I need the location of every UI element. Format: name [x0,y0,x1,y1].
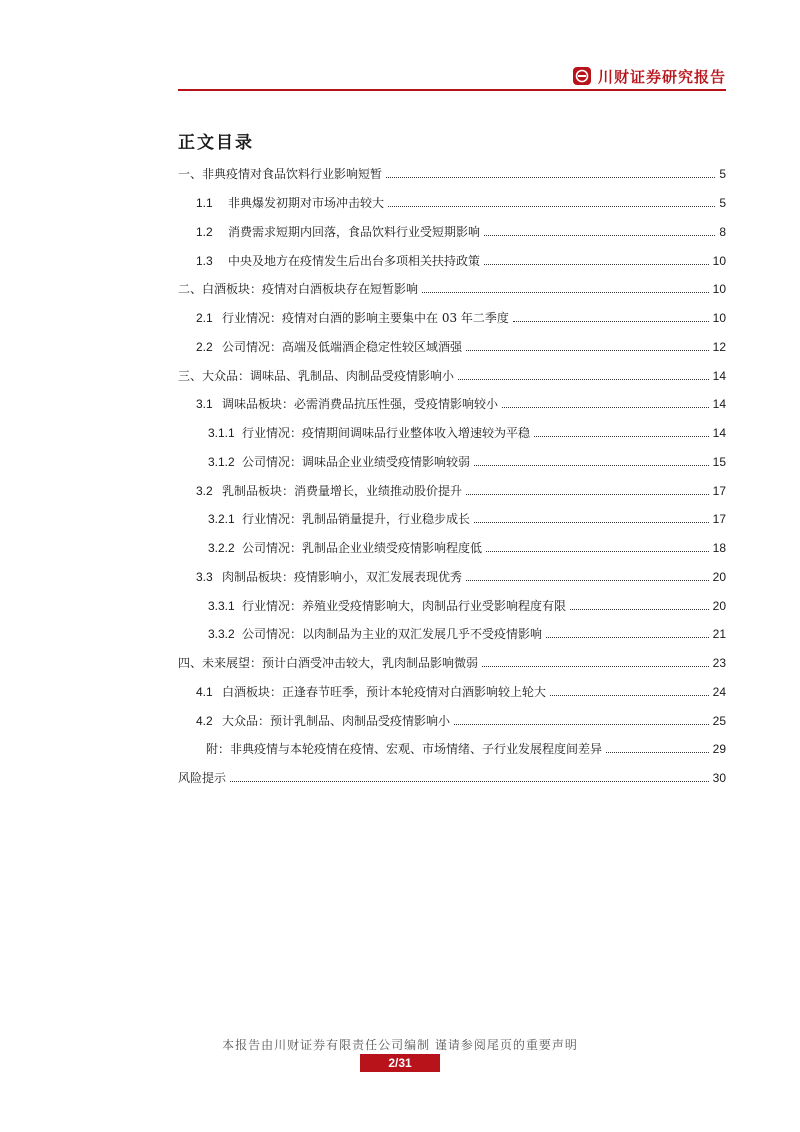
footer-disclaimer: 本报告由川财证券有限责任公司编制 谨请参阅尾页的重要声明 [222,1038,578,1052]
toc-entry-title: 消费需求短期内回落，食品饮料行业受短期影响 [228,225,481,239]
toc-entry-page: 20 [712,570,726,584]
toc-entry-number: 1.1 [196,196,213,210]
toc-entry[interactable] [196,678,726,700]
toc-entry-title: 乳制品板块：消费量增长，业绩推动股价提升 [222,484,463,498]
toc-entry-page: 14 [712,426,726,440]
toc-entry[interactable] [196,218,726,240]
toc-entry-title: 行业情况：疫情对白酒的影响主要集中在 03 年二季度 [222,311,509,325]
toc-entry-page: 30 [712,771,726,785]
toc-entry-page: 23 [712,656,726,670]
toc-entry-title: 公司情况：以肉制品为主业的双汇发展几乎不受疫情影响 [242,627,543,641]
brand-lockup [572,64,726,88]
toc-entry-page: 17 [712,512,726,526]
toc-entry[interactable] [208,592,726,614]
toc-leader-dots [484,264,709,265]
toc-leader-dots [546,637,709,638]
toc-entry[interactable] [196,189,726,211]
toc-leader-dots [484,235,715,236]
toc-entry[interactable] [208,534,726,556]
toc-entry-title: 公司情况：调味品企业业绩受疫情影响较弱 [242,455,471,469]
toc-entry[interactable] [196,477,726,499]
toc-entry-page: 20 [712,599,726,613]
toc-entry-title: 调味品板块：必需消费品抗压性强，受疫情影响较小 [222,397,499,411]
toc-leader-dots [474,465,709,466]
toc-entry-number: 1.2 [196,225,213,239]
toc-leader-dots [230,781,709,782]
toc-entry-page: 5 [719,167,726,181]
toc-entry-number: 3.3 [196,570,213,584]
toc-entry[interactable] [196,563,726,585]
page-header [178,64,726,88]
toc-leader-dots [386,177,715,178]
toc-entry[interactable] [178,764,726,786]
toc-entry-title: 一、非典疫情对食品饮料行业影响短暂 [178,167,383,181]
toc-entry-page: 12 [712,340,726,354]
toc-entry-number: 3.1.2 [208,455,235,469]
toc-entry-number: 2.2 [196,340,213,354]
toc-entry-title: 风险提示 [178,771,227,785]
toc-leader-dots [482,666,709,667]
header-divider [178,89,726,91]
toc-leader-dots [422,292,709,293]
toc-leader-dots [606,752,709,753]
toc-entry-title: 非典爆发初期对市场冲击较大 [228,196,385,210]
toc-entry-title: 肉制品板块：疫情影响小，双汇发展表现优秀 [222,570,463,584]
toc-title: 正文目录 [178,133,254,153]
toc-entry[interactable] [196,304,726,326]
toc-entry-number: 2.1 [196,311,213,325]
toc-entry-page: 21 [712,627,726,641]
toc-entry[interactable] [206,735,726,757]
toc-entry-number: 4.2 [196,714,213,728]
toc-leader-dots [466,494,709,495]
page-number-badge: 2/31 [360,1054,440,1072]
toc-entry-title: 公司情况：高端及低端酒企稳定性较区域酒强 [222,340,463,354]
toc-entry-page: 5 [719,196,726,210]
toc-entry-number: 3.3.1 [208,599,235,613]
toc-entry[interactable] [208,505,726,527]
toc-entry[interactable] [178,649,726,671]
toc-entry-title: 四、未来展望：预计白酒受冲击较大，乳肉制品影响微弱 [178,656,479,670]
toc-entry-title: 公司情况：乳制品企业业绩受疫情影响程度低 [242,541,483,555]
toc-entry-page: 25 [712,714,726,728]
toc-entry-number: 3.2.2 [208,541,235,555]
toc-leader-dots [570,609,709,610]
toc-leader-dots [474,522,709,523]
toc-entry-number: 4.1 [196,685,213,699]
toc-entry[interactable] [196,333,726,355]
toc-entry[interactable] [178,362,726,384]
toc-entry-page: 15 [712,455,726,469]
toc-entry-number: 1.3 [196,254,213,268]
toc-leader-dots [550,695,709,696]
toc-leader-dots [502,407,709,408]
toc-entry-title: 行业情况：乳制品销量提升，行业稳步成长 [242,512,471,526]
toc-entry-number: 3.1 [196,397,213,411]
toc-entry-page: 8 [719,225,726,239]
toc-entry-page: 14 [712,397,726,411]
toc-entry[interactable] [208,419,726,441]
toc-entry[interactable] [196,390,726,412]
toc-leader-dots [534,436,709,437]
toc-entry-title: 白酒板块：正逢春节旺季，预计本轮疫情对白酒影响较上轮大 [222,685,547,699]
toc-entry-number: 3.1.1 [208,426,235,440]
toc-entry-page: 24 [712,685,726,699]
toc-leader-dots [513,321,709,322]
chuancai-logo-icon [572,66,592,86]
toc-entry[interactable] [196,707,726,729]
toc-leader-dots [466,580,709,581]
toc-entry-page: 14 [712,369,726,383]
toc-entry[interactable] [196,247,726,269]
toc-entry[interactable] [178,160,726,182]
toc-entry-title: 三、大众品：调味品、乳制品、肉制品受疫情影响小 [178,369,455,383]
toc-entry-page: 10 [712,311,726,325]
toc-entry-page: 29 [712,742,726,756]
toc-leader-dots [486,551,709,552]
toc-entry-page: 17 [712,484,726,498]
toc-entry-number: 3.2.1 [208,512,235,526]
toc-entry-number: 3.2 [196,484,213,498]
toc-entry-title: 行业情况：养殖业受疫情影响大，肉制品行业受影响程度有限 [242,599,567,613]
toc-entry[interactable] [208,448,726,470]
brand-name: 川财证券研究报告 [597,67,726,86]
toc-entry-title: 中央及地方在疫情发生后出台多项相关扶持政策 [228,254,481,268]
toc-entry-page: 10 [712,282,726,296]
toc-leader-dots [388,206,715,207]
toc-entry-page: 10 [712,254,726,268]
toc-leader-dots [454,724,709,725]
toc-entry[interactable] [178,275,726,297]
toc-entry-title: 二、白酒板块：疫情对白酒板块存在短暂影响 [178,282,419,296]
toc-leader-dots [458,379,709,380]
toc-entry-title: 大众品：预计乳制品、肉制品受疫情影响小 [222,714,451,728]
toc-entry[interactable] [208,620,726,642]
toc-entry-title: 附：非典疫情与本轮疫情在疫情、宏观、市场情绪、子行业发展程度间差异 [206,742,603,756]
toc-entry-number: 3.3.2 [208,627,235,641]
toc-entry-title: 行业情况：疫情期间调味品行业整体收入增速较为平稳 [242,426,531,440]
toc-entry-page: 18 [712,541,726,555]
toc-leader-dots [466,350,709,351]
